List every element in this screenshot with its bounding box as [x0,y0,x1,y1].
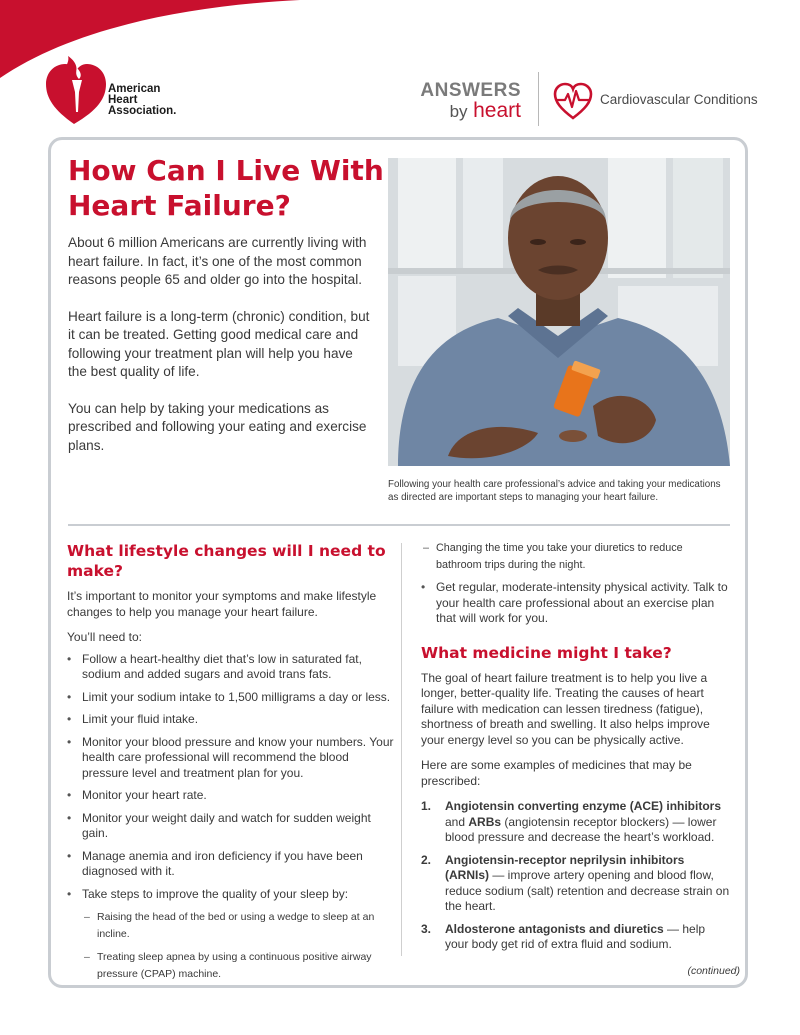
medicine-description: (angiotensin receptor blockers) — lower blood pressure and decrease the heart’s workload. [445,814,717,844]
medicine-list [421,799,731,953]
sleep-item-label: Take steps to improve the quality of your sleep by: [82,886,349,901]
right-column [421,540,731,960]
list-item [67,887,397,983]
intro-paragraph: About 6 million Americans are currently living with heart failure. In fact, it’s one of the most common reasons people 65 and older go into the hospital. [68,235,367,287]
list-item: • Monitor your blood pressure and know your numbers. Your health care professional will recommend the blood pressure level and treatment plan for you. [67,735,397,782]
activity-list [421,580,731,627]
photo-man-taking-medication [388,158,730,466]
item-number: 3. [421,921,432,936]
section-divider [68,524,730,526]
org-name-line: Association. [108,105,177,117]
page-title: How Can I Live With Heart Failure? [68,154,384,222]
medicine-name-2: ARBs [468,814,502,829]
lifestyle-intro: It’s important to monitor your symptoms and make lifestyle changes to help you manage your heart failure. [67,589,377,619]
medicine-connector: and [445,814,469,829]
medicine-name: Angiotensin converting enzyme (ACE) inhibitors [445,799,722,813]
sleep-sublist-continued [421,540,731,573]
intro-paragraph: Heart failure is a long-term (chronic) condition, but it can be treated. Getting good medical care and following your treatment plan will help you have the best quality of life. [68,308,370,379]
header-divider [538,72,539,126]
medicine-examples-intro: Here are some examples of medicines that may be prescribed: [421,758,692,788]
need-to-label: You’ll need to: [67,630,142,644]
brand-by: by [449,102,468,121]
photo-caption: Following your health care professional’s advice and taking your medications as directed are important steps to managing your heart failure. [388,479,721,503]
list-item: • Limit your sodium intake to 1,500 milligrams a day or less. [67,690,397,706]
lifestyle-list [67,652,397,983]
heart-pulse-icon [553,82,593,120]
list-item: • Monitor your weight daily and watch for sudden weight gain. [67,811,397,842]
medicine-item [421,922,731,953]
medicine-description: — improve artery opening and blood flow, reduce sodium (salt) retention and decrease strain on the heart. [445,868,730,913]
org-name-line: American [108,83,161,95]
intro-paragraph: You can help by taking your medications as prescribed and following your eating and exercise plans. [68,400,367,453]
item-number: 1. [421,799,432,813]
org-name-line: Heart [108,94,138,106]
continued-label: (continued) [687,965,740,977]
sub-list-item: – Changing the time you take your diuretics to reduce bathroom trips during the night. [421,540,731,573]
brand-answers: ANSWERS [420,80,521,101]
medicine-item [421,799,731,846]
brand-by-heart [420,99,521,123]
list-item: • Monitor your heart rate. [67,788,397,804]
sleep-sublist [82,909,397,982]
medicine-name: Aldosterone antagonists and diuretics [445,921,664,936]
sub-list-item: – Raising the head of the bed or using a wedge to sleep at an incline. [82,909,397,942]
lifestyle-heading: What lifestyle changes will I need to make? [67,542,386,580]
list-item: • Manage anemia and iron deficiency if you have been diagnosed with it. [67,849,397,880]
intro-text [68,234,373,473]
list-item: • Get regular, moderate-intensity physical activity. Talk to your health care professional about an exercise plan that will work for you. [421,580,731,627]
medicine-description: — help your body get rid of extra fluid and sodium. [445,921,706,951]
sub-list-item: – Treating sleep apnea by using a continuous positive airway pressure (CPAP) machine. [82,949,397,982]
list-item: • Limit your fluid intake. [67,712,397,728]
category-label: Cardiovascular Conditions [600,92,758,107]
medicine-name: Angiotensin-receptor neprilysin inhibitors (ARNIs) [445,852,685,882]
column-divider [401,543,402,956]
brand-heart: heart [473,99,521,122]
medicine-intro: The goal of heart failure treatment is to help you live a longer, better-quality life. Treating the causes of heart failure with medication can lessen tiredness (fatigue), shortness of breath and swelling. It also helps improve your energy level so you can be physically active. [421,670,710,747]
lifestyle-section [67,541,397,989]
aha-wordmark [108,84,176,117]
item-number: 2. [421,852,432,867]
list-item: • Follow a heart-healthy diet that’s low in saturated fat, sodium and added sugars and avoid trans fats. [67,652,397,683]
medicine-item [421,853,731,915]
medicine-heading: What medicine might I take? [421,643,672,662]
